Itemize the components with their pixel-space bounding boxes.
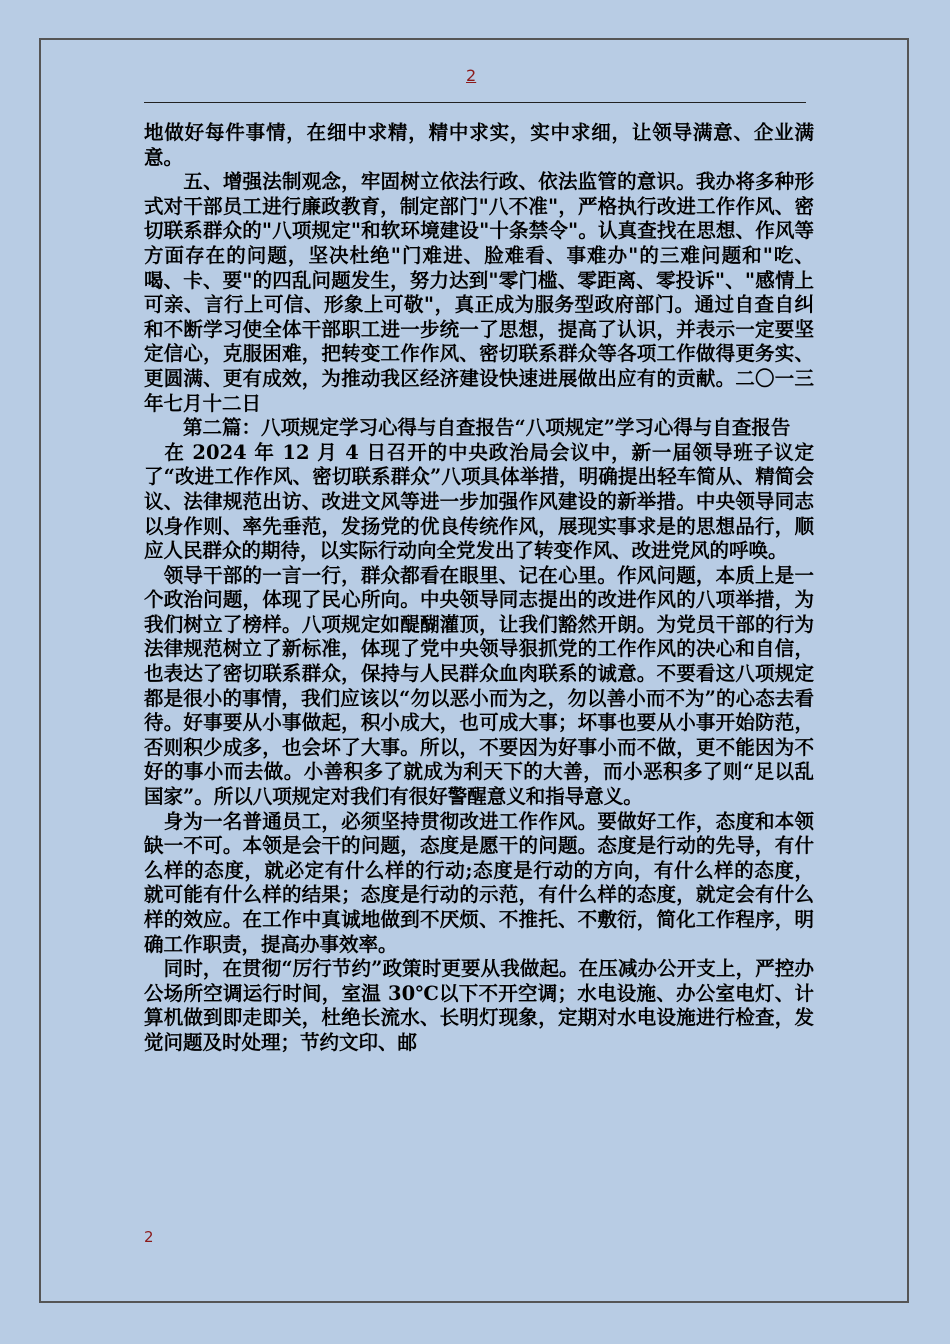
header-page-number: 2 bbox=[466, 66, 477, 85]
section-heading-second-article: 第二篇：八项规定学习心得与自查报告“八项规定”学习心得与自查报告 bbox=[144, 416, 791, 440]
document-body bbox=[144, 121, 814, 1056]
paragraph-frugality: 同时，在贯彻“厉行节约”政策时更要从我做起。在压减办公开支上，严控办公场所空调运行时间，室温 30℃以下不开空调；水电设施、办公室电灯、计算机做到即走即关，杜绝长流水、长明灯现象，定期对水电设施进行检查，发觉问题及时处理；节约文印、邮 bbox=[144, 957, 814, 1054]
footer-page-number: 2 bbox=[144, 1228, 154, 1246]
paragraph-legal-awareness: 五、增强法制观念，牢固树立依法行政、依法监管的意识。我办将多种形式对干部员工进行廉政教育，制定部门"八不准"，严格执行改进工作作风、密切联系群众的"八项规定"和软环境建设"十条禁令"。认真查找在思想、作风等方面存在的问题，坚决杜绝"门难进、脸难看、事难办"的三难问题和"吃、喝、卡、要"的四乱问题发生，努力达到"零门槛、零距离、零投诉"、"感情上可亲、言行上可信、形象上可敬"，真正成为服务型政府部门。通过自查自纠和不断学习使全体干部职工进一步统一了思想，提高了认识，并表示一定要坚定信心，克服困难，把转变工作作风、密切联系群众等各项工作做得更务实、更圆满、更有成效，为推动我区经济建设快速进展做出应有的贡献。二〇一三年七月十二日 bbox=[144, 170, 814, 415]
paragraph-politburo-meeting: 在 2024 年 12 月 4 日召开的中央政治局会议中，新一届领导班子议定了“改进工作作风、密切联系群众”八项具体举措，明确提出轻车简从、精简会议、法律规范出访、改进文风等进一步加强作风建设的新举措。中央领导同志以身作则、率先垂范，发扬党的优良传统作风，展现实事求是的思想品行，顺应人民群众的期待，以实际行动向全党发出了转变作风、改进党风的呼唤。 bbox=[144, 440, 814, 563]
paragraph-leadership-conduct: 领导干部的一言一行，群众都看在眼里、记在心里。作风问题，本质上是一个政治问题，体现了民心所向。中央领导同志提出的改进作风的八项举措，为我们树立了榜样。八项规定如醍醐灌顶，让我们豁然开朗。为党员干部的行为法律规范树立了新标准，体现了党中央领导狠抓党的工作作风的决心和自信，也表达了密切联系群众，保持与人民群众血肉联系的诚意。不要看这八项规定都是很小的事情，我们应该以“勿以恶小而为之，勿以善小而不为”的心态去看待。好事要从小事做起，积小成大，也可成大事；坏事也要从小事开始防范，否则积少成多，也会坏了大事。所以，不要因为好事小而不做，更不能因为不好的事小而去做。小善积多了就成为利天下的大善，而小恶积多了则“足以乱国家”。所以八项规定对我们有很好警醒意义和指导意义。 bbox=[144, 563, 814, 809]
paragraph-continuation: 地做好每件事情，在细中求精，精中求实，实中求细，让领导满意、企业满意。 bbox=[144, 121, 814, 169]
paragraph-employee-attitude: 身为一名普通员工，必须坚持贯彻改进工作作风。要做好工作，态度和本领缺一不可。本领是会干的问题，态度是愿干的问题。态度是行动的先导，有什么样的态度，就必定有什么样的行动;态度是行动的方向，有什么样的态度，就可能有什么样的结果；态度是行动的示范，有什么样的态度，就定会有什么样的效应。在工作中真诚地做到不厌烦、不推托、不敷衍，简化工作程序，明确工作职责，提高办事效率。 bbox=[144, 809, 814, 956]
header-divider bbox=[144, 102, 806, 103]
